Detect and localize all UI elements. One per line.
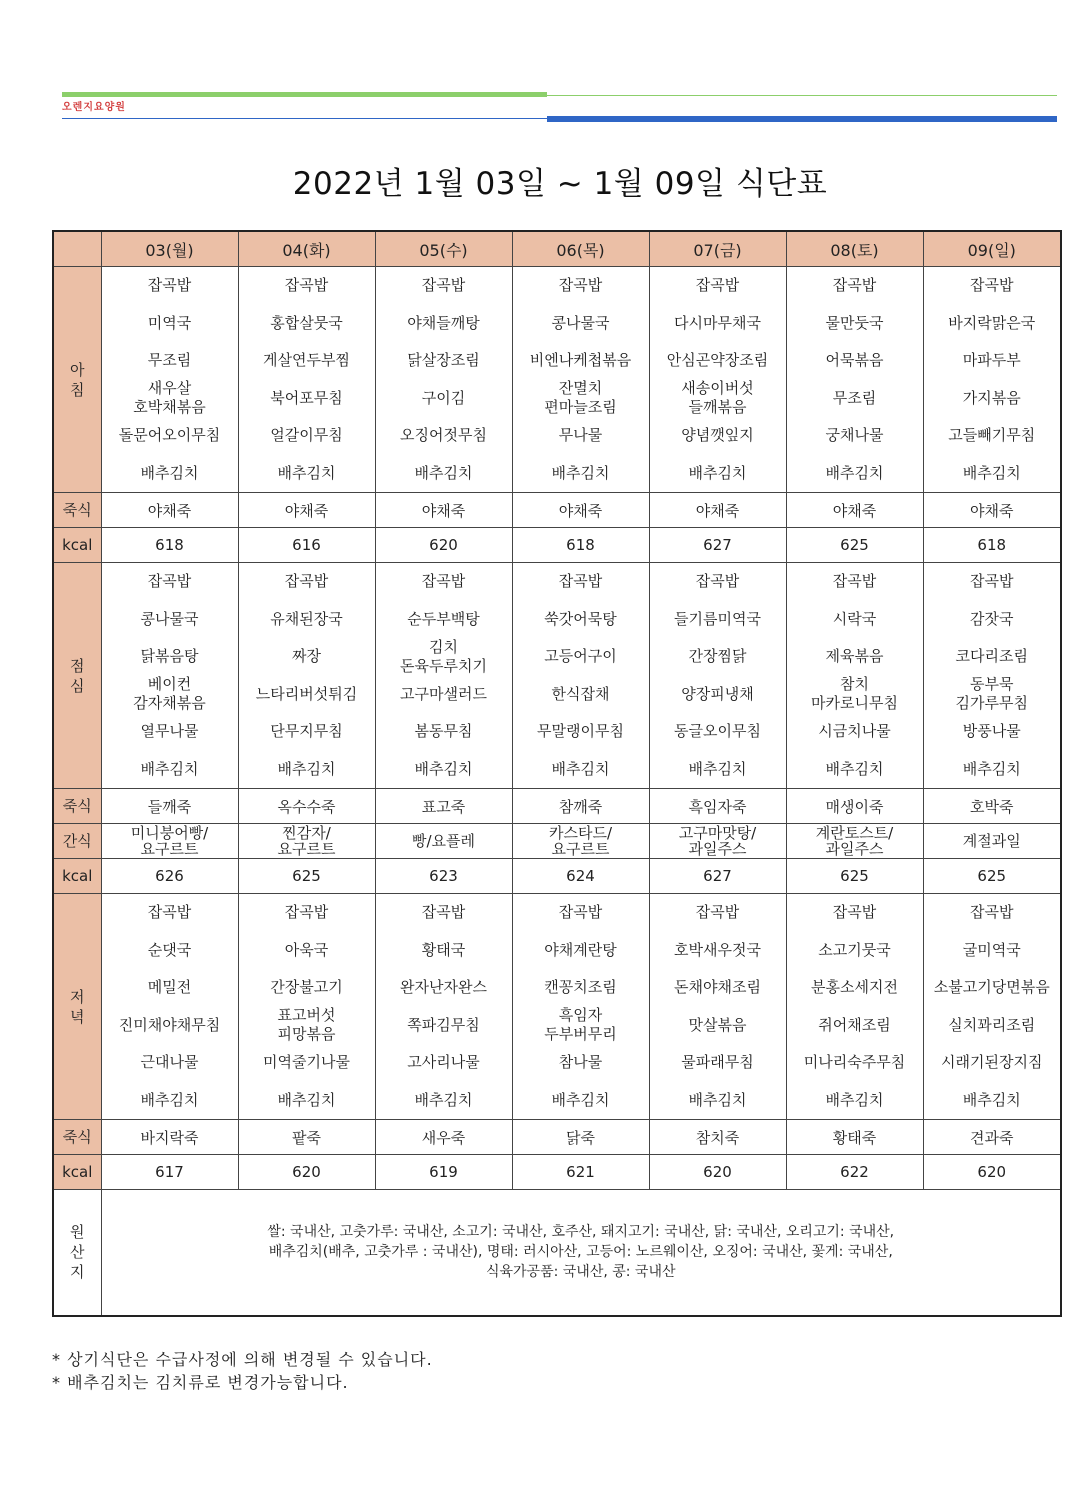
dinner-item: 메밀전 [147, 978, 192, 997]
lunch-cell [101, 563, 238, 789]
snack-row [53, 824, 1061, 859]
kcal-cell: 623 [375, 859, 512, 894]
lunch-item: 잡곡밥 [832, 572, 877, 591]
dinner-item: 아욱국 [284, 940, 329, 959]
breakfast-item: 새우살 호박채볶음 [133, 379, 206, 417]
kcal-cell: 620 [238, 1155, 375, 1190]
breakfast-item: 얼갈이무침 [270, 426, 343, 445]
breakfast-item: 잔멸치 편마늘조림 [544, 379, 617, 417]
day-header: 04(화) [238, 231, 375, 267]
dinner-item: 쥐어채조림 [818, 1015, 891, 1034]
lunch-item: 배추김치 [277, 759, 336, 778]
dinner-cell [923, 894, 1061, 1120]
lunch-item: 코다리조림 [955, 647, 1028, 666]
lunch-item: 무말랭이무침 [537, 722, 624, 741]
lunch-item: 순두부백탕 [407, 609, 480, 628]
porridge-cell: 야채죽 [923, 493, 1061, 528]
dinner-cell [101, 894, 238, 1120]
dinner-item: 미역줄기나물 [263, 1053, 350, 1072]
breakfast-label [53, 267, 101, 493]
lunch-label [53, 563, 101, 789]
dinner-cell [786, 894, 923, 1120]
breakfast-item: 돌문어오이무침 [118, 426, 221, 445]
dinner-item: 잡곡밥 [147, 903, 192, 922]
snack-cell [238, 824, 375, 859]
kcal-cell: 620 [923, 1155, 1061, 1190]
kcal-label: kcal [53, 859, 101, 894]
breakfast-item: 배추김치 [140, 463, 199, 482]
breakfast-item: 안심곤약장조림 [666, 351, 769, 370]
breakfast-item: 양념깻잎지 [681, 426, 754, 445]
breakfast-item: 북어포무침 [270, 388, 343, 407]
breakfast-cell [375, 267, 512, 493]
origin-label-text: 원 산 지 [70, 1223, 85, 1282]
dinner-item: 배추김치 [551, 1090, 610, 1109]
day-header-row [53, 231, 1061, 267]
header-blue-bar [547, 116, 1057, 122]
snack-item: 미니붕어빵/ 요구르트 [130, 824, 209, 858]
dinner-item: 잡곡밥 [695, 903, 740, 922]
kcal-label: kcal [53, 528, 101, 563]
dinner-label [53, 894, 101, 1120]
porridge-label: 죽식 [53, 493, 101, 528]
lunch-kcal-row [53, 859, 1061, 894]
lunch-item: 닭볶음탕 [140, 647, 199, 666]
breakfast-item: 잡곡밥 [970, 276, 1014, 295]
porridge-cell: 참치죽 [649, 1120, 786, 1155]
lunch-cell [375, 563, 512, 789]
porridge-cell: 야채죽 [101, 493, 238, 528]
page-title: 2022년 1월 03일 ~ 1월 09일 식단표 [292, 166, 828, 202]
dinner-cell [238, 894, 375, 1120]
lunch-item: 동부묵 김가루무침 [955, 675, 1028, 713]
kcal-cell: 618 [923, 528, 1061, 563]
porridge-cell: 야채죽 [786, 493, 923, 528]
snack-item: 계란토스트/ 과일주스 [815, 824, 894, 858]
lunch-item: 참치 마카로니무침 [811, 675, 898, 713]
dinner-item: 흑임자 두부버무리 [544, 1006, 617, 1044]
dinner-item: 소불고기당면볶음 [933, 978, 1050, 997]
breakfast-item: 무조림 [832, 388, 877, 407]
breakfast-item: 잡곡밥 [284, 276, 329, 295]
kcal-cell: 625 [786, 528, 923, 563]
lunch-item: 짜장 [292, 647, 321, 666]
snack-cell [512, 824, 649, 859]
breakfast-kcal-row [53, 528, 1061, 563]
breakfast-item: 궁채나물 [825, 426, 884, 445]
breakfast-item: 홍합살뭇국 [270, 313, 343, 332]
breakfast-item: 어묵볶음 [825, 351, 884, 370]
dinner-item: 분홍소세지전 [811, 978, 898, 997]
breakfast-item: 다시마무채국 [674, 313, 761, 332]
lunch-item: 봄동무침 [414, 722, 473, 741]
notes [52, 1348, 433, 1394]
origin-line: 쌀: 국내산, 고춧가루: 국내산, 소고기: 국내산, 호주산, 돼지고기: 국내산, 닭: 국내산, 오리고기: 국내산, [267, 1224, 895, 1241]
breakfast-item: 배추김치 [277, 463, 336, 482]
breakfast-item: 잡곡밥 [147, 276, 192, 295]
dinner-item: 배추김치 [414, 1090, 473, 1109]
breakfast-item: 잡곡밥 [695, 276, 740, 295]
day-header: 09(일) [923, 231, 1061, 267]
day-header: 08(토) [786, 231, 923, 267]
lunch-item: 간장찜닭 [688, 647, 747, 666]
lunch-item: 배추김치 [414, 759, 473, 778]
dinner-item: 굴미역국 [962, 940, 1021, 959]
day-header: 07(금) [649, 231, 786, 267]
porridge-cell: 황태죽 [786, 1120, 923, 1155]
lunch-item: 잡곡밥 [147, 572, 192, 591]
lunch-item: 배추김치 [962, 759, 1021, 778]
breakfast-item: 잡곡밥 [421, 276, 466, 295]
lunch-item: 고등어구이 [544, 647, 617, 666]
lunch-item: 느타리버섯튀김 [255, 684, 358, 703]
kcal-cell: 619 [375, 1155, 512, 1190]
lunch-item: 배추김치 [688, 759, 747, 778]
kcal-cell: 625 [238, 859, 375, 894]
dinner-item: 잡곡밥 [421, 903, 466, 922]
snack-item: 빵/요플레 [411, 832, 475, 850]
dinner-item: 야채계란탕 [544, 940, 617, 959]
dinner-item: 배추김치 [277, 1090, 336, 1109]
dinner-item: 배추김치 [962, 1090, 1021, 1109]
dinner-item: 물파래무침 [681, 1053, 754, 1072]
snack-item: 고구마맛탕/ 과일주스 [678, 824, 757, 858]
breakfast-item: 무조림 [147, 351, 192, 370]
breakfast-item: 가지볶음 [962, 388, 1021, 407]
dinner-item: 배추김치 [825, 1090, 884, 1109]
breakfast-item: 콩나물국 [551, 313, 610, 332]
porridge-cell: 들깨죽 [101, 789, 238, 824]
porridge-cell: 견과죽 [923, 1120, 1061, 1155]
kcal-cell: 627 [649, 528, 786, 563]
dinner-cell [375, 894, 512, 1120]
breakfast-label-text: 아 침 [70, 360, 85, 399]
dinner-item: 맛살볶음 [688, 1015, 747, 1034]
header-green-line [547, 95, 1057, 96]
lunch-item: 동글오이무침 [674, 722, 761, 741]
porridge-cell: 흑임자죽 [649, 789, 786, 824]
lunch-item: 들기름미역국 [674, 609, 761, 628]
lunch-cell [512, 563, 649, 789]
dinner-item: 캔꽁치조림 [544, 978, 617, 997]
lunch-item: 콩나물국 [140, 609, 199, 628]
kcal-cell: 626 [101, 859, 238, 894]
lunch-item: 베이컨 감자채볶음 [133, 675, 206, 713]
dinner-item: 미나리숙주무침 [803, 1053, 906, 1072]
lunch-label-text: 점 심 [70, 656, 85, 695]
breakfast-item: 야채들깨탕 [407, 313, 480, 332]
origin-text [101, 1190, 1061, 1316]
dinner-item: 순댓국 [147, 940, 192, 959]
snack-item: 찐감자/ 요구르트 [277, 824, 336, 858]
breakfast-cell [923, 267, 1061, 493]
breakfast-item: 잡곡밥 [832, 276, 877, 295]
lunch-cell [238, 563, 375, 789]
dinner-cell [512, 894, 649, 1120]
breakfast-item: 배추김치 [688, 463, 747, 482]
dinner-item: 참나물 [558, 1053, 603, 1072]
kcal-cell: 621 [512, 1155, 649, 1190]
breakfast-item: 잡곡밥 [558, 276, 603, 295]
lunch-item: 쑥갓어묵탕 [544, 609, 617, 628]
dinner-item: 시래기된장지짐 [941, 1053, 1043, 1072]
lunch-item: 제육볶음 [825, 647, 884, 666]
lunch-item: 열무나물 [140, 722, 199, 741]
dinner-label-text: 저 녁 [70, 987, 85, 1026]
snack-item: 카스타드/ 요구르트 [548, 824, 612, 858]
dinner-row [53, 894, 1061, 1120]
dinner-item: 잡곡밥 [558, 903, 603, 922]
dinner-item: 배추김치 [140, 1090, 199, 1109]
breakfast-cell [786, 267, 923, 493]
lunch-item: 한식잡채 [551, 684, 610, 703]
org-logo: 오렌지요양원 [62, 102, 126, 113]
lunch-item: 배추김치 [825, 759, 884, 778]
day-header: 06(목) [512, 231, 649, 267]
dinner-porridge-row [53, 1120, 1061, 1155]
breakfast-porridge-row [53, 493, 1061, 528]
breakfast-cell [649, 267, 786, 493]
breakfast-cell [101, 267, 238, 493]
kcal-cell: 624 [512, 859, 649, 894]
kcal-cell: 617 [101, 1155, 238, 1190]
snack-cell [786, 824, 923, 859]
breakfast-item: 닭살장조림 [407, 351, 480, 370]
breakfast-row [53, 267, 1061, 493]
snack-cell [649, 824, 786, 859]
porridge-cell: 표고죽 [375, 789, 512, 824]
dinner-cell [649, 894, 786, 1120]
kcal-cell: 625 [923, 859, 1061, 894]
meal-table [52, 230, 1062, 1317]
day-header: 05(수) [375, 231, 512, 267]
porridge-cell: 호박죽 [923, 789, 1061, 824]
breakfast-item: 새송이버섯 들깨볶음 [681, 379, 754, 417]
lunch-item: 유채된장국 [270, 609, 343, 628]
kcal-cell: 620 [649, 1155, 786, 1190]
porridge-cell: 바지락죽 [101, 1120, 238, 1155]
lunch-porridge-row [53, 789, 1061, 824]
porridge-cell: 야채죽 [649, 493, 786, 528]
lunch-item: 잡곡밥 [421, 572, 466, 591]
snack-label: 간식 [53, 824, 101, 859]
dinner-item: 소고기뭇국 [818, 940, 891, 959]
kcal-cell: 616 [238, 528, 375, 563]
origin-row [53, 1190, 1061, 1316]
day-header: 03(월) [101, 231, 238, 267]
lunch-item: 시락국 [832, 609, 877, 628]
dinner-item: 호박새우젓국 [674, 940, 761, 959]
dinner-item: 고사리나물 [407, 1053, 480, 1072]
porridge-cell: 야채죽 [512, 493, 649, 528]
breakfast-item: 무나물 [558, 426, 603, 445]
breakfast-item: 비엔나케첩볶음 [529, 351, 632, 370]
lunch-item: 시금치나물 [818, 722, 891, 741]
kcal-cell: 618 [101, 528, 238, 563]
kcal-cell: 627 [649, 859, 786, 894]
lunch-item: 단무지무침 [270, 722, 343, 741]
porridge-cell: 닭죽 [512, 1120, 649, 1155]
kcal-cell: 618 [512, 528, 649, 563]
kcal-cell: 620 [375, 528, 512, 563]
origin-label [53, 1190, 101, 1316]
dinner-item: 배추김치 [688, 1090, 747, 1109]
kcal-label: kcal [53, 1155, 101, 1190]
dinner-item: 돈채야채조림 [674, 978, 761, 997]
dinner-kcal-row [53, 1155, 1061, 1190]
breakfast-item: 게살연두부찜 [263, 351, 350, 370]
porridge-cell: 참깨죽 [512, 789, 649, 824]
breakfast-item: 배추김치 [962, 463, 1021, 482]
lunch-item: 잡곡밥 [970, 572, 1014, 591]
lunch-item: 감잣국 [970, 609, 1014, 628]
dinner-item: 진미채야채무침 [118, 1015, 221, 1034]
breakfast-item: 오징어젓무침 [400, 426, 487, 445]
kcal-cell: 625 [786, 859, 923, 894]
dinner-item: 잡곡밥 [832, 903, 877, 922]
snack-cell [101, 824, 238, 859]
header-blue-line [62, 118, 547, 119]
porridge-label: 죽식 [53, 789, 101, 824]
snack-item: 계절과일 [962, 832, 1021, 850]
origin-line: 배추김치(배추, 고춧가루 : 국내산), 명태: 러시아산, 고등어: 노르웨이산, 오징어: 국내산, 꽃게: 국내산, [268, 1244, 893, 1261]
dinner-item: 실치꽈리조림 [948, 1015, 1036, 1034]
lunch-item: 양장피냉채 [681, 684, 754, 703]
breakfast-item: 배추김치 [825, 463, 884, 482]
lunch-item: 김치 돈육두루치기 [400, 637, 487, 675]
lunch-cell [786, 563, 923, 789]
breakfast-item: 고들빼기무침 [948, 426, 1036, 445]
meal-table-body [53, 267, 1061, 1316]
dinner-item: 잡곡밥 [970, 903, 1014, 922]
breakfast-cell [512, 267, 649, 493]
header-corner [53, 231, 101, 267]
dinner-item: 황태국 [421, 940, 466, 959]
snack-cell [923, 824, 1061, 859]
lunch-item: 고구마샐러드 [400, 684, 487, 703]
porridge-cell: 야채죽 [375, 493, 512, 528]
header-green-bar [62, 92, 547, 97]
lunch-item: 방풍나물 [962, 722, 1021, 741]
porridge-cell: 야채죽 [238, 493, 375, 528]
breakfast-item: 마파두부 [962, 351, 1021, 370]
snack-cell [375, 824, 512, 859]
breakfast-item: 구이김 [421, 388, 466, 407]
lunch-cell [923, 563, 1061, 789]
lunch-item: 잡곡밥 [695, 572, 740, 591]
lunch-item: 배추김치 [551, 759, 610, 778]
dinner-item: 간장불고기 [270, 978, 343, 997]
dinner-item: 근대나물 [140, 1053, 199, 1072]
lunch-item: 배추김치 [140, 759, 199, 778]
porridge-cell: 매생이죽 [786, 789, 923, 824]
note-line: * 배추김치는 김치류로 변경가능합니다. [52, 1373, 349, 1392]
porridge-cell: 새우죽 [375, 1120, 512, 1155]
dinner-item: 쪽파김무침 [407, 1015, 480, 1034]
lunch-cell [649, 563, 786, 789]
breakfast-item: 배추김치 [414, 463, 473, 482]
breakfast-cell [238, 267, 375, 493]
dinner-item: 완자난자완스 [400, 978, 487, 997]
porridge-cell: 옥수수죽 [238, 789, 375, 824]
breakfast-item: 바지락맑은국 [948, 313, 1036, 332]
porridge-cell: 팥죽 [238, 1120, 375, 1155]
breakfast-item: 배추김치 [551, 463, 610, 482]
lunch-item: 잡곡밥 [284, 572, 329, 591]
dinner-item: 표고버섯 피망볶음 [277, 1006, 336, 1044]
note-line: * 상기식단은 수급사정에 의해 변경될 수 있습니다. [52, 1350, 433, 1369]
breakfast-item: 미역국 [147, 313, 192, 332]
origin-line: 식육가공품: 국내산, 콩: 국내산 [485, 1264, 676, 1281]
porridge-label: 죽식 [53, 1120, 101, 1155]
breakfast-item: 물만둣국 [825, 313, 884, 332]
kcal-cell: 622 [786, 1155, 923, 1190]
dinner-item: 잡곡밥 [284, 903, 329, 922]
lunch-row [53, 563, 1061, 789]
lunch-item: 잡곡밥 [558, 572, 603, 591]
